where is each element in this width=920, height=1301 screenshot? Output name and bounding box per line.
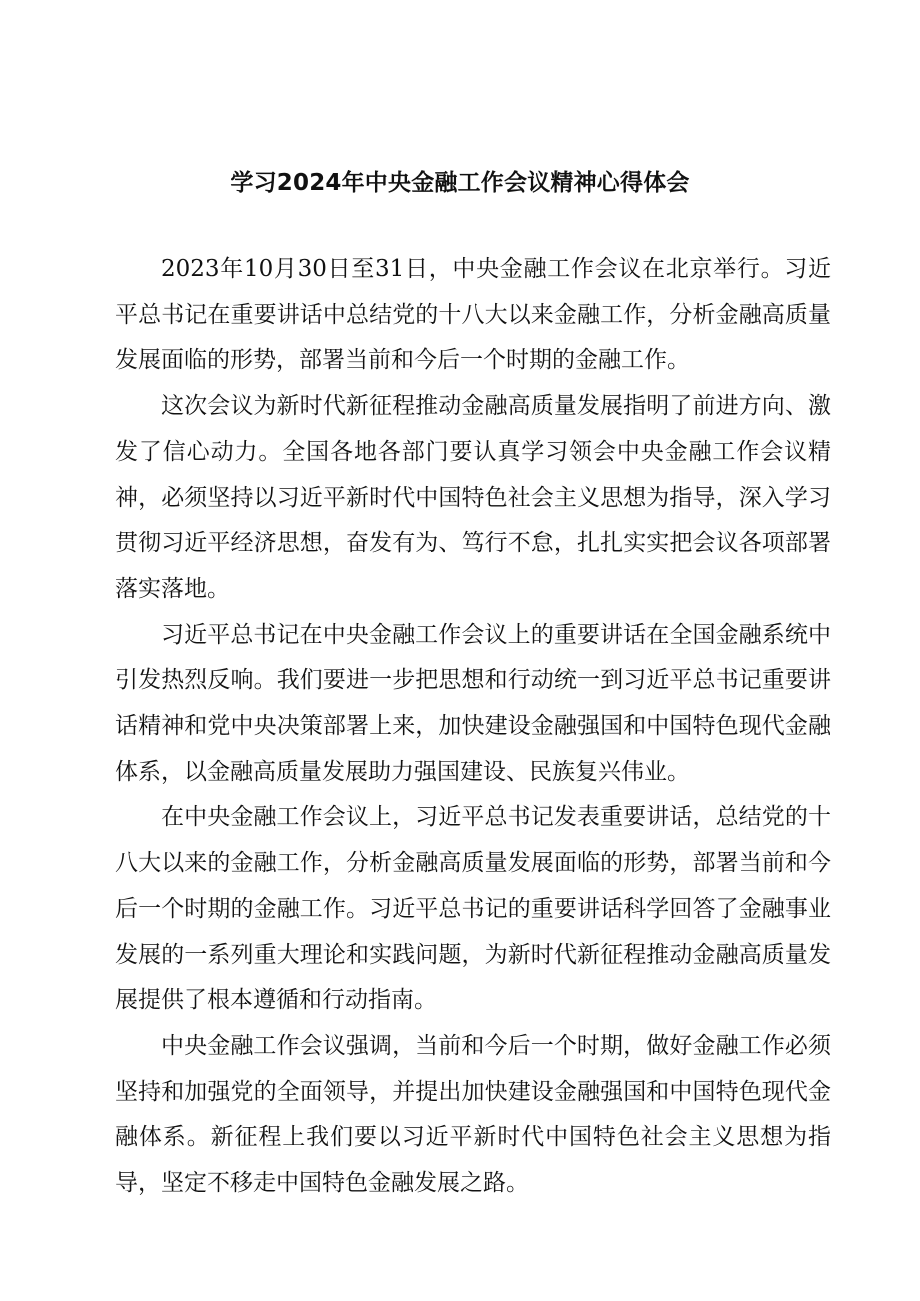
document-body bbox=[115, 247, 831, 1207]
paragraph-2: 这次会议为新时代新征程推动金融高质量发展指明了前进方向、激发了信心动力。全国各地各部门要认真学习领会中央金融工作会议精神，必须坚持以习近平新时代中国特色社会主义思想为指导，深入学习贯彻习近平经济思想，奋发有为、笃行不怠，扎扎实实把会议各项部署落实落地。 bbox=[115, 393, 831, 602]
paragraph-5: 中央金融工作会议强调，当前和今后一个时期，做好金融工作必须坚持和加强党的全面领导，并提出加快建设金融强国和中国特色现代金融体系。新征程上我们要以习近平新时代中国特色社会主义思想为指导，坚定不移走中国特色金融发展之路。 bbox=[115, 1032, 831, 1197]
paragraph-3: 习近平总书记在中央金融工作会议上的重要讲话在全国金融系统中引发热烈反响。我们要进一步把思想和行动统一到习近平总书记重要讲话精神和党中央决策部署上来，加快建设金融强国和中国特色现代金融体系，以金融高质量发展助力强国建设、民族复兴伟业。 bbox=[115, 621, 831, 785]
paragraph-4: 在中央金融工作会议上，习近平总书记发表重要讲话，总结党的十八大以来的金融工作，分析金融高质量发展面临的形势，部署当前和今后一个时期的金融工作。习近平总书记的重要讲话科学回答了金融事业发展的一系列重大理论和实践问题，为新时代新征程推动金融高质量发展提供了根本遵循和行动指南。 bbox=[115, 804, 831, 1014]
paragraph-1: 2023年10月30日至31日，中央金融工作会议在北京举行。习近平总书记在重要讲话中总结党的十八大以来金融工作，分析金融高质量发展面临的形势，部署当前和今后一个时期的金融工作。 bbox=[115, 256, 831, 374]
document-title: 学习2024年中央金融工作会议精神心得体会 bbox=[230, 170, 690, 196]
